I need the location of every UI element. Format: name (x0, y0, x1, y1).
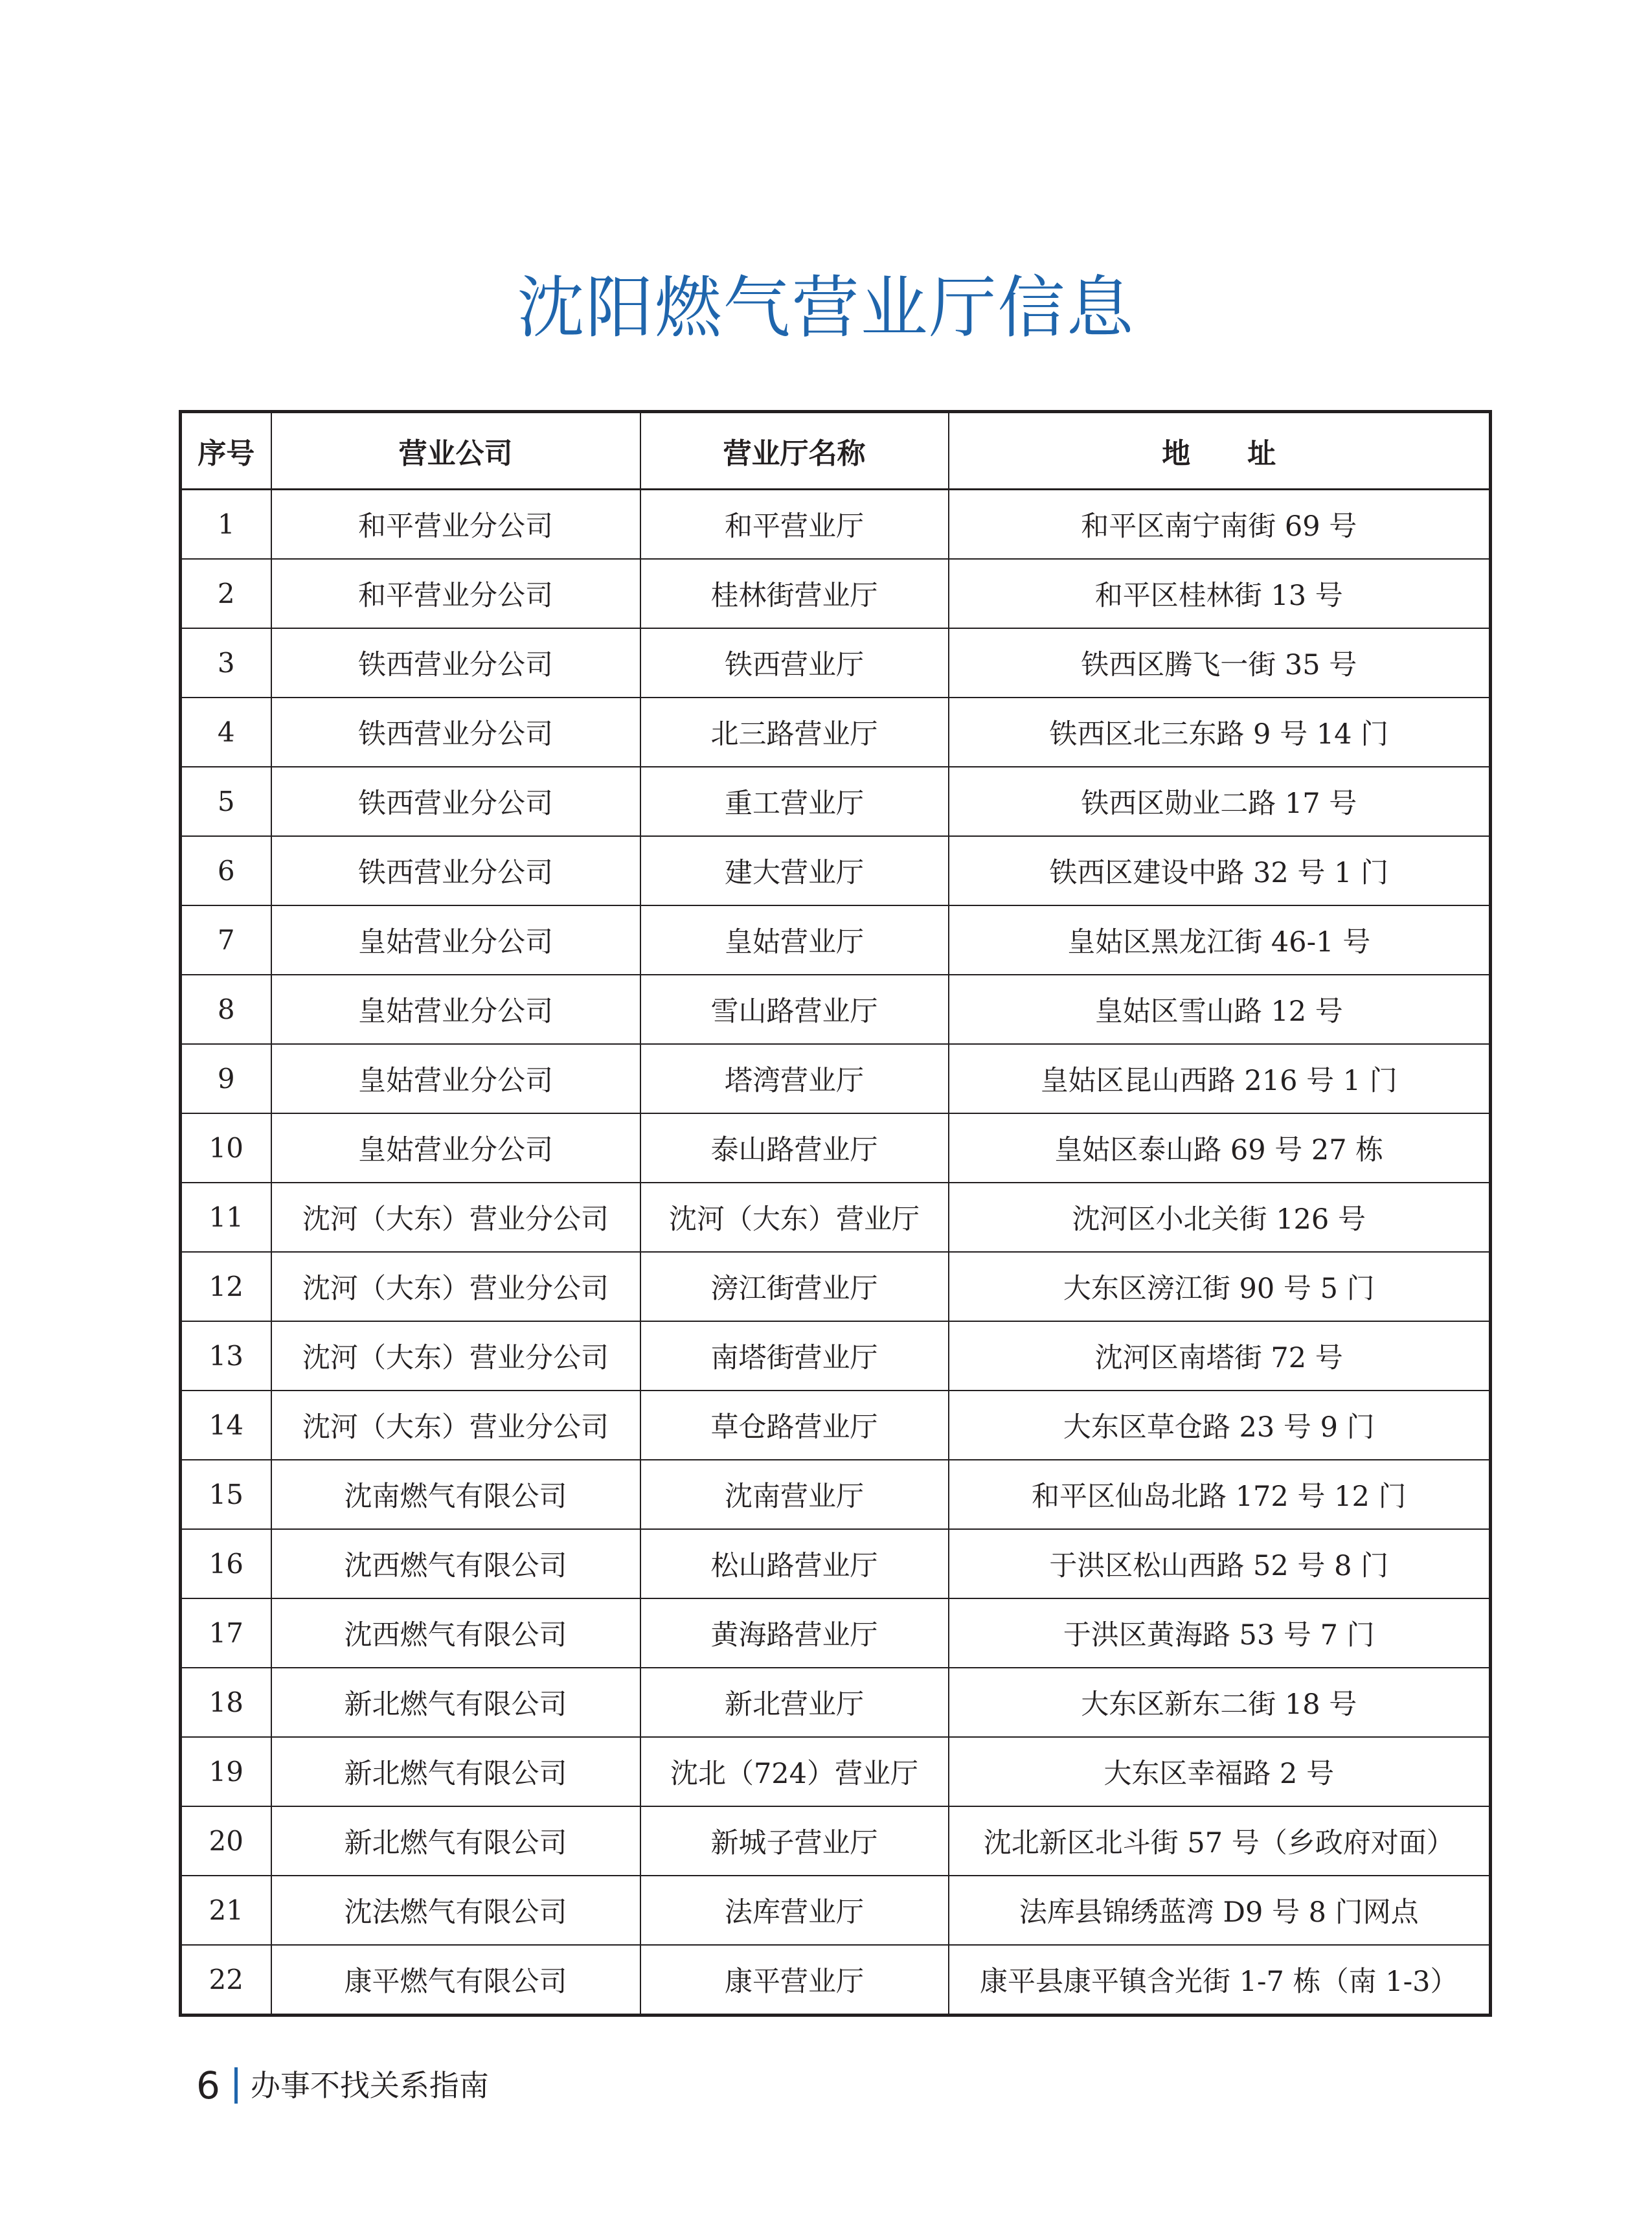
cell-address: 铁西区建设中路 32 号 1 门 (949, 836, 1491, 905)
cell-address: 大东区滂江街 90 号 5 门 (949, 1252, 1491, 1321)
cell-index: 1 (181, 490, 271, 560)
cell-index: 20 (181, 1806, 271, 1876)
cell-index: 3 (181, 628, 271, 698)
cell-address: 康平县康平镇含光街 1-7 栋（南 1-3） (949, 1945, 1491, 2016)
table-row (181, 1113, 1491, 1183)
cell-index: 18 (181, 1668, 271, 1737)
cell-hall: 沈南营业厅 (640, 1460, 949, 1529)
cell-company: 沈河（大东）营业分公司 (271, 1183, 640, 1252)
cell-hall: 滂江街营业厅 (640, 1252, 949, 1321)
cell-company: 沈河（大东）营业分公司 (271, 1321, 640, 1391)
cell-index: 10 (181, 1113, 271, 1183)
cell-hall: 黄海路营业厅 (640, 1598, 949, 1668)
cell-company: 和平营业分公司 (271, 490, 640, 560)
cell-company: 沈河（大东）营业分公司 (271, 1391, 640, 1460)
cell-company: 沈西燃气有限公司 (271, 1529, 640, 1598)
cell-index: 19 (181, 1737, 271, 1806)
table-row (181, 559, 1491, 628)
cell-address: 皇姑区雪山路 12 号 (949, 975, 1491, 1044)
table-row (181, 767, 1491, 836)
page-title: 沈阳燃气营业厅信息 (517, 268, 1135, 347)
cell-index: 17 (181, 1598, 271, 1668)
table-row (181, 490, 1491, 560)
cell-index: 2 (181, 559, 271, 628)
cell-index: 16 (181, 1529, 271, 1598)
cell-company: 新北燃气有限公司 (271, 1806, 640, 1876)
cell-address: 铁西区勋业二路 17 号 (949, 767, 1491, 836)
table-row (181, 905, 1491, 975)
cell-address: 大东区新东二街 18 号 (949, 1668, 1491, 1737)
cell-index: 5 (181, 767, 271, 836)
cell-company: 沈法燃气有限公司 (271, 1876, 640, 1945)
cell-company: 皇姑营业分公司 (271, 975, 640, 1044)
cell-hall: 草仓路营业厅 (640, 1391, 949, 1460)
header-address: 地 址 (949, 412, 1491, 490)
header-hall: 营业厅名称 (640, 412, 949, 490)
cell-index: 4 (181, 698, 271, 767)
cell-address: 法库县锦绣蓝湾 D9 号 8 门网点 (949, 1876, 1491, 1945)
table-row (181, 1183, 1491, 1252)
cell-company: 皇姑营业分公司 (271, 905, 640, 975)
footer-publication-title: 办事不找关系指南 (250, 2068, 489, 2103)
cell-index: 9 (181, 1044, 271, 1113)
cell-hall: 法库营业厅 (640, 1876, 949, 1945)
cell-hall: 桂林街营业厅 (640, 559, 949, 628)
cell-index: 7 (181, 905, 271, 975)
table-row (181, 1044, 1491, 1113)
table-row (181, 1876, 1491, 1945)
cell-address: 和平区桂林街 13 号 (949, 559, 1491, 628)
cell-address: 皇姑区泰山路 69 号 27 栋 (949, 1113, 1491, 1183)
cell-index: 8 (181, 975, 271, 1044)
cell-company: 铁西营业分公司 (271, 628, 640, 698)
table-row (181, 1252, 1491, 1321)
cell-address: 和平区南宁南街 69 号 (949, 490, 1491, 560)
page-footer (196, 2056, 489, 2115)
cell-index: 12 (181, 1252, 271, 1321)
cell-company: 皇姑营业分公司 (271, 1044, 640, 1113)
cell-hall: 南塔街营业厅 (640, 1321, 949, 1391)
cell-hall: 沈河（大东）营业厅 (640, 1183, 949, 1252)
cell-company: 铁西营业分公司 (271, 698, 640, 767)
cell-hall: 松山路营业厅 (640, 1529, 949, 1598)
cell-index: 13 (181, 1321, 271, 1391)
cell-company: 和平营业分公司 (271, 559, 640, 628)
cell-index: 22 (181, 1945, 271, 2016)
cell-address: 沈河区小北关街 126 号 (949, 1183, 1491, 1252)
cell-hall: 泰山路营业厅 (640, 1113, 949, 1183)
cell-hall: 北三路营业厅 (640, 698, 949, 767)
cell-company: 沈河（大东）营业分公司 (271, 1252, 640, 1321)
cell-address: 皇姑区黑龙江街 46-1 号 (949, 905, 1491, 975)
cell-hall: 新北营业厅 (640, 1668, 949, 1737)
cell-address: 铁西区北三东路 9 号 14 门 (949, 698, 1491, 767)
cell-hall: 沈北（724）营业厅 (640, 1737, 949, 1806)
cell-index: 21 (181, 1876, 271, 1945)
cell-hall: 建大营业厅 (640, 836, 949, 905)
cell-index: 6 (181, 836, 271, 905)
cell-address: 大东区草仓路 23 号 9 门 (949, 1391, 1491, 1460)
cell-address: 大东区幸福路 2 号 (949, 1737, 1491, 1806)
cell-hall: 和平营业厅 (640, 490, 949, 560)
table-row (181, 1460, 1491, 1529)
cell-address: 铁西区腾飞一街 35 号 (949, 628, 1491, 698)
cell-address: 皇姑区昆山西路 216 号 1 门 (949, 1044, 1491, 1113)
business-hall-table (179, 410, 1492, 2017)
table-row (181, 1598, 1491, 1668)
table-row (181, 698, 1491, 767)
table-row (181, 1668, 1491, 1737)
table-row (181, 1321, 1491, 1391)
table-row (181, 975, 1491, 1044)
cell-hall: 重工营业厅 (640, 767, 949, 836)
cell-address: 沈北新区北斗街 57 号（乡政府对面） (949, 1806, 1491, 1876)
table-row (181, 1945, 1491, 2016)
cell-hall: 皇姑营业厅 (640, 905, 949, 975)
cell-index: 15 (181, 1460, 271, 1529)
table-row (181, 1737, 1491, 1806)
header-company: 营业公司 (271, 412, 640, 490)
table-row (181, 836, 1491, 905)
cell-hall: 雪山路营业厅 (640, 975, 949, 1044)
cell-company: 康平燃气有限公司 (271, 1945, 640, 2016)
cell-hall: 铁西营业厅 (640, 628, 949, 698)
cell-hall: 康平营业厅 (640, 1945, 949, 2016)
table-row (181, 628, 1491, 698)
cell-index: 14 (181, 1391, 271, 1460)
cell-company: 铁西营业分公司 (271, 767, 640, 836)
cell-address: 于洪区松山西路 52 号 8 门 (949, 1529, 1491, 1598)
cell-company: 铁西营业分公司 (271, 836, 640, 905)
cell-company: 新北燃气有限公司 (271, 1737, 640, 1806)
table-row (181, 1529, 1491, 1598)
cell-hall: 塔湾营业厅 (640, 1044, 949, 1113)
cell-address: 和平区仙岛北路 172 号 12 门 (949, 1460, 1491, 1529)
cell-company: 沈西燃气有限公司 (271, 1598, 640, 1668)
cell-company: 沈南燃气有限公司 (271, 1460, 640, 1529)
cell-index: 11 (181, 1183, 271, 1252)
table-row (181, 1806, 1491, 1876)
cell-company: 皇姑营业分公司 (271, 1113, 640, 1183)
cell-address: 沈河区南塔街 72 号 (949, 1321, 1491, 1391)
page-number: 6 (196, 2063, 220, 2107)
table-header-row (181, 412, 1491, 490)
cell-address: 于洪区黄海路 53 号 7 门 (949, 1598, 1491, 1668)
table-row (181, 1391, 1491, 1460)
cell-hall: 新城子营业厅 (640, 1806, 949, 1876)
header-index: 序号 (181, 412, 271, 490)
footer-separator (234, 2067, 238, 2104)
cell-company: 新北燃气有限公司 (271, 1668, 640, 1737)
